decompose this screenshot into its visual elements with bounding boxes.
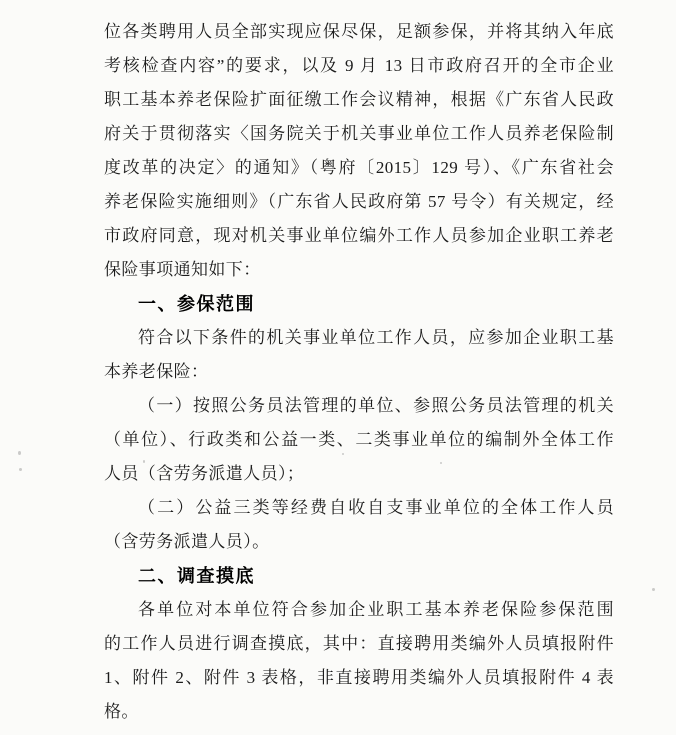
text-line: 市政府同意，现对机关事业单位编外工作人员参加企业职工养老 xyxy=(104,226,614,245)
text-line: 职工基本养老保险扩面征缴工作会议精神，根据《广东省人民政 xyxy=(104,90,614,109)
text-line: 1、附件 2、附件 3 表格，非直接聘用类编外人员填报附件 4 表 xyxy=(104,668,614,687)
text-line: 考核检查内容”的要求，以及 9 月 13 日市政府召开的全市企业 xyxy=(104,56,614,75)
text-line: 人员（含劳务派遣人员）； xyxy=(104,464,305,483)
scan-speckle xyxy=(143,460,145,463)
scan-speckle xyxy=(652,588,655,591)
text-line: 位各类聘用人员全部实现应保尽保，足额参保，并将其纳入年底 xyxy=(104,22,614,41)
text-line: 符合以下条件的机关事业单位工作人员，应参加企业职工基 xyxy=(138,328,614,347)
scan-speckle xyxy=(19,468,22,471)
text-line: 养老保险实施细则》（广东省人民政府第 57 号令）有关规定，经 xyxy=(104,192,614,211)
section-heading: 一、参保范围 xyxy=(138,294,255,314)
text-line: 府关于贯彻落实〈国务院关于机关事业单位工作人员养老保险制 xyxy=(104,124,614,143)
text-line: （二）公益三类等经费自收自支事业单位的全体工作人员 xyxy=(138,498,614,517)
text-line: （含劳务派遣人员）。 xyxy=(104,532,270,551)
text-line: 度改革的决定〉的通知》（粤府〔2015〕129 号）、《广东省社会 xyxy=(104,158,614,177)
text-line: 各单位对本单位符合参加企业职工基本养老保险参保范围 xyxy=(138,600,614,619)
text-line: 保险事项通知如下： xyxy=(104,260,261,279)
text-line: 的工作人员进行调查摸底，其中：直接聘用类编外人员填报附件 xyxy=(104,634,614,653)
scan-speckle xyxy=(342,453,344,455)
text-line: 本养老保险： xyxy=(104,362,209,381)
text-line: （单位）、行政类和公益一类、二类事业单位的编制外全体工作 xyxy=(104,430,614,449)
text-line: 格。 xyxy=(104,702,139,721)
text-line: （一）按照公务员法管理的单位、参照公务员法管理的机关 xyxy=(138,396,614,415)
section-heading: 二、调查摸底 xyxy=(138,566,255,586)
scan-speckle xyxy=(18,451,21,455)
scan-speckle xyxy=(440,462,442,464)
